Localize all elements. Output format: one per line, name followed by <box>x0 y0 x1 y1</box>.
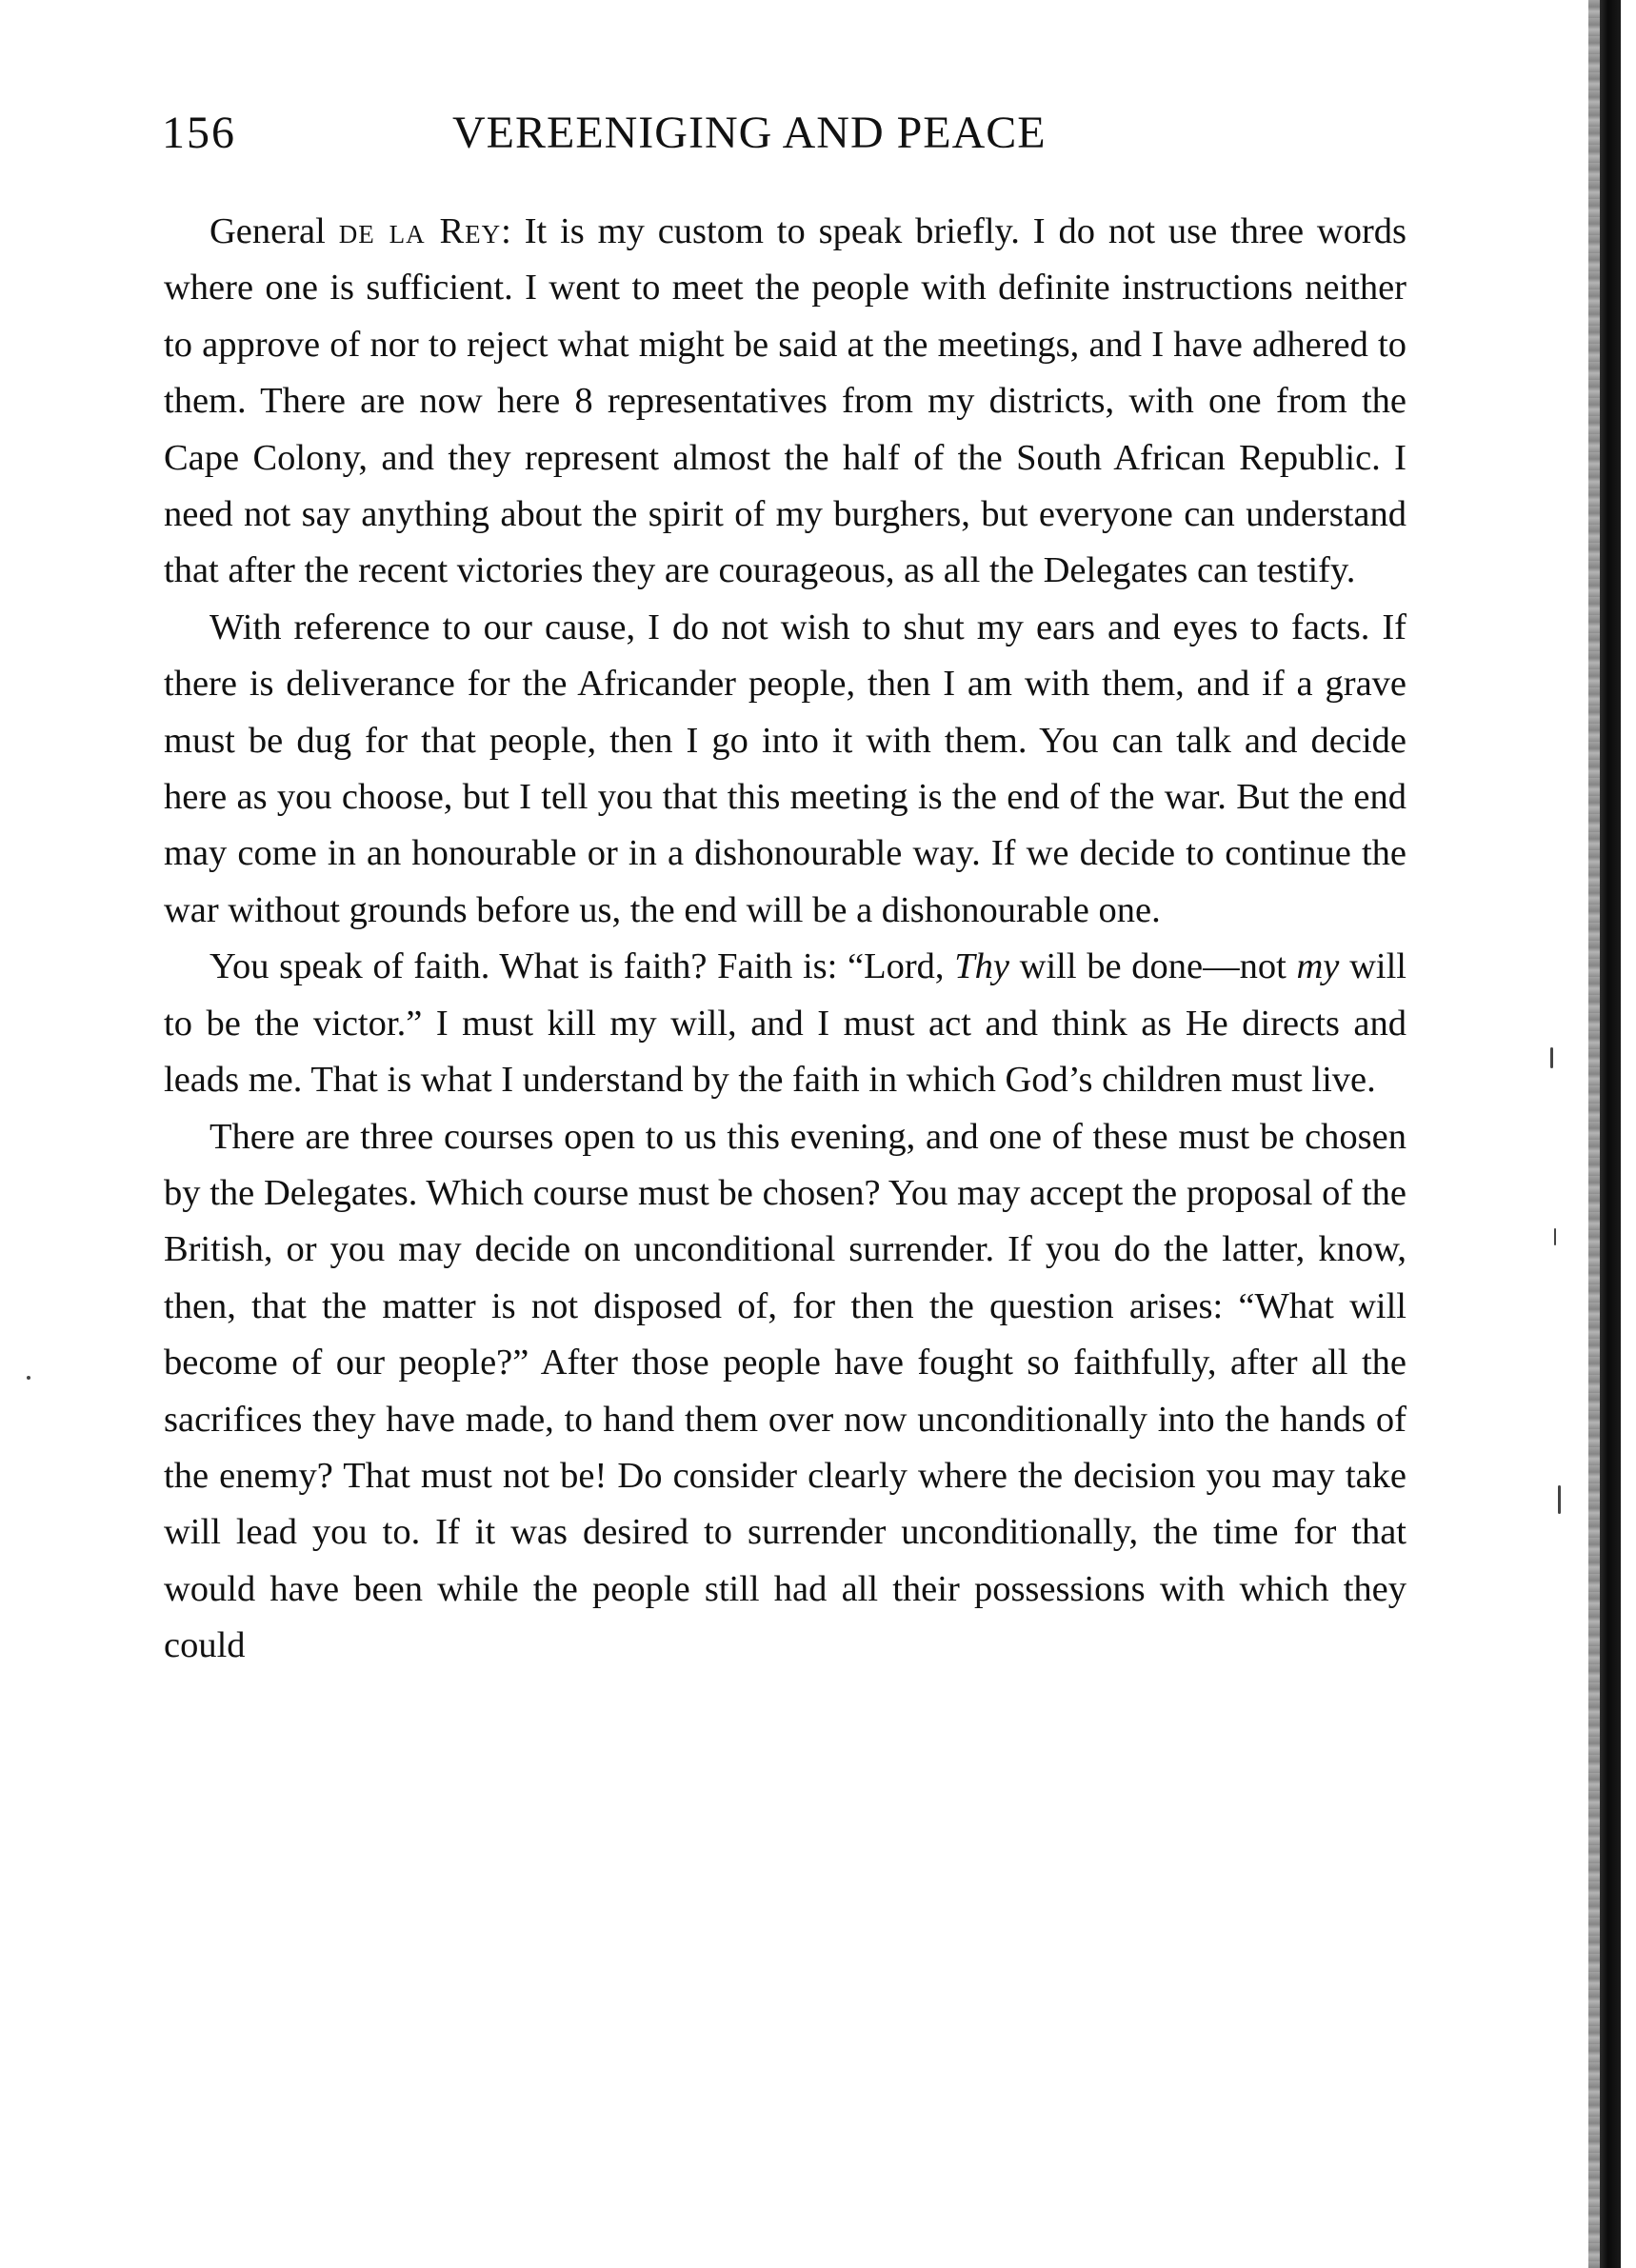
paragraph-3-text-c: will to be the victor.” I must kill my will, and I must act and think as He directs and leads me. That is what I understand by the faith in which God’s children must live. <box>164 946 1407 1101</box>
speaker-name: de la Rey <box>338 211 502 251</box>
running-title: VEREENIGING AND PEACE <box>452 108 1047 158</box>
paragraph-3 <box>164 939 1407 1108</box>
emphasis-my: my <box>1296 946 1340 987</box>
paragraph-3-text-a: You speak of faith. What is faith? Faith is: “Lord, <box>209 946 955 987</box>
speaker-title: General <box>209 211 339 251</box>
scan-speck <box>1558 1485 1561 1514</box>
scan-speck <box>27 1376 30 1380</box>
scan-speck <box>1554 1228 1556 1245</box>
emphasis-thy: Thy <box>954 946 1009 987</box>
running-head <box>162 107 1409 164</box>
paragraph-1 <box>164 204 1407 600</box>
scan-speck <box>1550 1047 1553 1068</box>
paragraph-1-text: : It is my custom to speak briefly. I do not use three words where one is sufficient. I went to meet the people with definite instructions neither to approve of nor to reject what might be said at the meetings, and I have adhered to them. There are now here 8 representatives from my districts, with one from the Cape Colony, and they represent almost the half of the South African Republic. I need not say anything about the spirit of my burghers, but everyone can understand that after the recent victories they are courageous, as all the Delegates can testify. <box>164 211 1407 591</box>
paragraph-4: There are three courses open to us this evening, and one of these must be chosen by the Delegates. Which course must be chosen? You may accept the proposal of the British, or you may decide on unconditional surrender. If you do the latter, know, then, that the matter is not disposed of, for then the question arises: “What will become of our people?” After those people have fought so faithfully, after all the sacrifices they have made, to hand them over now unconditionally into the hands of the enemy? That must not be! Do consider clearly where the decision you may take will lead you to. If it was desired to surrender unconditionally, the time for that would have been while the people still had all their possessions with which they could <box>164 1116 1407 1666</box>
body-text <box>164 204 1407 1675</box>
page-edge-shadow <box>1588 0 1600 2268</box>
page-number: 156 <box>162 108 236 158</box>
binding-shadow <box>1600 0 1621 2268</box>
paragraph-2: With reference to our cause, I do not wish to shut my ears and eyes to facts. If there is deliverance for the Africander people, then I am with them, and if a grave must be dug for that people, then I go into it with them. You can talk and decide here as you choose, but I tell you that this meeting is the end of the war. But the end may come in an honourable or in a dishonourable way. If we decide to continue the war without grounds before us, the end will be a dishonourable one. <box>164 607 1407 930</box>
paragraph-3-text-b: will be done—not <box>1009 946 1297 987</box>
